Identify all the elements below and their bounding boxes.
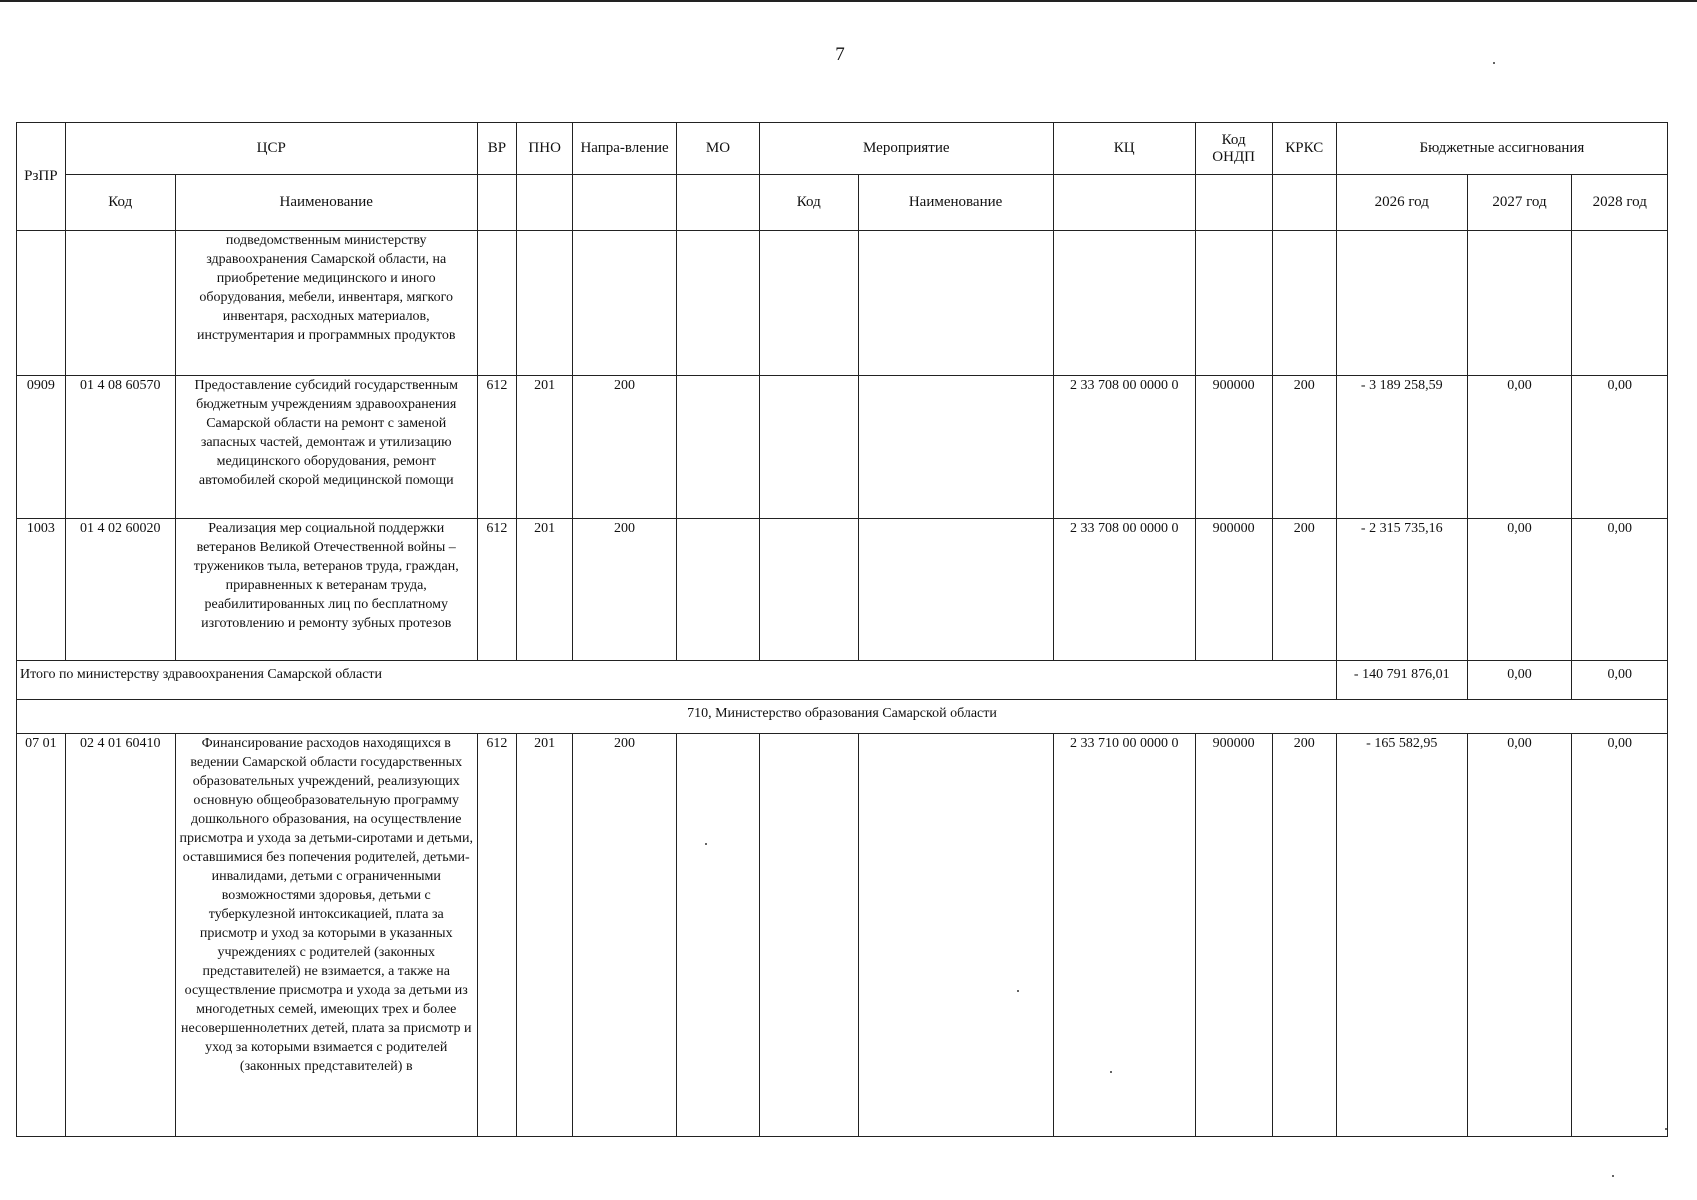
- table-row: [17, 376, 1668, 519]
- total-2028: 0,00: [1572, 661, 1668, 700]
- cell-direction: 200: [573, 734, 677, 1137]
- cell-krks: 200: [1272, 519, 1336, 661]
- table-header: [17, 123, 1668, 231]
- cell-direction: 200: [573, 519, 677, 661]
- scan-speck: [1493, 62, 1495, 64]
- header-empty: [477, 175, 516, 231]
- cell-rzpr: 07 01: [17, 734, 66, 1137]
- cell-2028: 0,00: [1572, 734, 1668, 1137]
- cell-2027: 0,00: [1467, 376, 1572, 519]
- header-event-name: Наименование: [858, 175, 1053, 231]
- cell-2028: 0,00: [1572, 376, 1668, 519]
- header-year-2027: 2027 год: [1467, 175, 1572, 231]
- cell-vr: [477, 231, 516, 376]
- cell-event-name: [858, 734, 1053, 1137]
- header-empty: [1053, 175, 1195, 231]
- cell-direction: 200: [573, 376, 677, 519]
- scan-speck: [705, 843, 707, 845]
- cell-csr-name: Предоставление субсидий государственным бюджетным учреждениям здравоохранения Самарской области на ремонт с заменой запасных частей, демонтаж и утилизацию медицинского оборудования, ремонт автомобилей скорой медицинской помощи: [175, 376, 477, 519]
- header-krks: КРКС: [1272, 123, 1336, 175]
- cell-kc: 2 33 708 00 0000 0: [1053, 376, 1195, 519]
- cell-2026: - 2 315 735,16: [1336, 519, 1467, 661]
- cell-krks: [1272, 231, 1336, 376]
- header-empty: [517, 175, 573, 231]
- total-2026: - 140 791 876,01: [1336, 661, 1467, 700]
- cell-kc: [1053, 231, 1195, 376]
- cell-2028: 0,00: [1572, 519, 1668, 661]
- cell-kc: 2 33 710 00 0000 0: [1053, 734, 1195, 1137]
- table-row: [17, 734, 1668, 1137]
- cell-mo: [676, 376, 759, 519]
- cell-vr: 612: [477, 519, 516, 661]
- cell-krks: 200: [1272, 376, 1336, 519]
- header-empty: [573, 175, 677, 231]
- header-direction: Напра-вление: [573, 123, 677, 175]
- total-row: [17, 661, 1668, 700]
- cell-2026: [1336, 231, 1467, 376]
- cell-2027: 0,00: [1467, 519, 1572, 661]
- header-ondp: Код ОНДП: [1195, 123, 1272, 175]
- header-rzpr: РзПР: [17, 123, 66, 231]
- cell-event-name: [858, 519, 1053, 661]
- section-row: [17, 700, 1668, 734]
- table-row: [17, 231, 1668, 376]
- cell-mo: [676, 734, 759, 1137]
- cell-pno: 201: [517, 519, 573, 661]
- cell-csr-code: 01 4 08 60570: [65, 376, 175, 519]
- cell-event-name: [858, 376, 1053, 519]
- scan-speck: [1665, 1128, 1667, 1130]
- header-year-2028: 2028 год: [1572, 175, 1668, 231]
- top-rule: [0, 0, 1697, 2]
- header-year-2026: 2026 год: [1336, 175, 1467, 231]
- cell-csr-name: подведомственным министерству здравоохранения Самарской области, на приобретение медицинского и иного оборудования, мебели, инвентаря, мягкого инвентаря, расходных материалов, инструментария и программных продуктов: [175, 231, 477, 376]
- cell-2027: 0,00: [1467, 734, 1572, 1137]
- cell-2026: - 3 189 258,59: [1336, 376, 1467, 519]
- header-csr-name: Наименование: [175, 175, 477, 231]
- cell-event-name: [858, 231, 1053, 376]
- cell-pno: 201: [517, 734, 573, 1137]
- cell-rzpr: 1003: [17, 519, 66, 661]
- cell-event-code: [759, 231, 858, 376]
- cell-2028: [1572, 231, 1668, 376]
- cell-pno: [517, 231, 573, 376]
- cell-mo: [676, 519, 759, 661]
- cell-rzpr: [17, 231, 66, 376]
- cell-ondp: 900000: [1195, 734, 1272, 1137]
- table-body: [17, 231, 1668, 1137]
- total-2027: 0,00: [1467, 661, 1572, 700]
- cell-direction: [573, 231, 677, 376]
- cell-pno: 201: [517, 376, 573, 519]
- cell-csr-name: Финансирование расходов находящихся в ведении Самарской области государственных образовательных учреждений, реализующих основную общеобразовательную программу дошкольного образования, на осуществление присмотра и ухода за детьми-сиротами и детьми, оставшимися без попечения родителей, детьми-инвалидами, детьми с ограниченными возможностями здоровья, детьми с туберкулезной интоксикацией, плата за присмотр и уход за которыми в указанных учреждениях с родителей (законных представителей) не взимается, а также на осуществление присмотра и ухода за детьми из многодетных семей, имеющих трех и более несовершеннолетних детей, плата за присмотр и уход за которыми взимается с родителей (законных представителей) в: [175, 734, 477, 1137]
- header-pno: ПНО: [517, 123, 573, 175]
- cell-kc: 2 33 708 00 0000 0: [1053, 519, 1195, 661]
- page-number: 7: [835, 44, 845, 65]
- cell-csr-code: [65, 231, 175, 376]
- cell-event-code: [759, 376, 858, 519]
- header-empty: [1272, 175, 1336, 231]
- header-event-code: Код: [759, 175, 858, 231]
- header-mo: МО: [676, 123, 759, 175]
- cell-mo: [676, 231, 759, 376]
- header-empty: [676, 175, 759, 231]
- cell-2027: [1467, 231, 1572, 376]
- scan-speck: [1110, 1071, 1112, 1073]
- header-vr: ВР: [477, 123, 516, 175]
- header-empty: [1195, 175, 1272, 231]
- cell-rzpr: 0909: [17, 376, 66, 519]
- header-kc: КЦ: [1053, 123, 1195, 175]
- scan-speck: [1612, 1175, 1614, 1177]
- header-budget: Бюджетные ассигнования: [1336, 123, 1667, 175]
- scan-speck: [1017, 990, 1019, 992]
- cell-krks: 200: [1272, 734, 1336, 1137]
- cell-csr-code: 02 4 01 60410: [65, 734, 175, 1137]
- budget-table: [16, 122, 1668, 1137]
- cell-event-code: [759, 734, 858, 1137]
- cell-vr: 612: [477, 376, 516, 519]
- cell-event-code: [759, 519, 858, 661]
- total-label: Итого по министерству здравоохранения Самарской области: [17, 661, 1337, 700]
- cell-vr: 612: [477, 734, 516, 1137]
- cell-2026: - 165 582,95: [1336, 734, 1467, 1137]
- section-title: 710, Министерство образования Самарской области: [17, 700, 1668, 734]
- header-event: Мероприятие: [759, 123, 1053, 175]
- cell-ondp: 900000: [1195, 376, 1272, 519]
- header-csr-code: Код: [65, 175, 175, 231]
- table-row: [17, 519, 1668, 661]
- cell-csr-code: 01 4 02 60020: [65, 519, 175, 661]
- cell-ondp: [1195, 231, 1272, 376]
- header-csr: ЦСР: [65, 123, 477, 175]
- cell-csr-name: Реализация мер социальной поддержки ветеранов Великой Отечественной войны – тружеников тыла, ветеранов труда, граждан, приравненных к ветеранам труда, реабилитированных лиц по бесплатному изготовлению и ремонту зубных протезов: [175, 519, 477, 661]
- cell-ondp: 900000: [1195, 519, 1272, 661]
